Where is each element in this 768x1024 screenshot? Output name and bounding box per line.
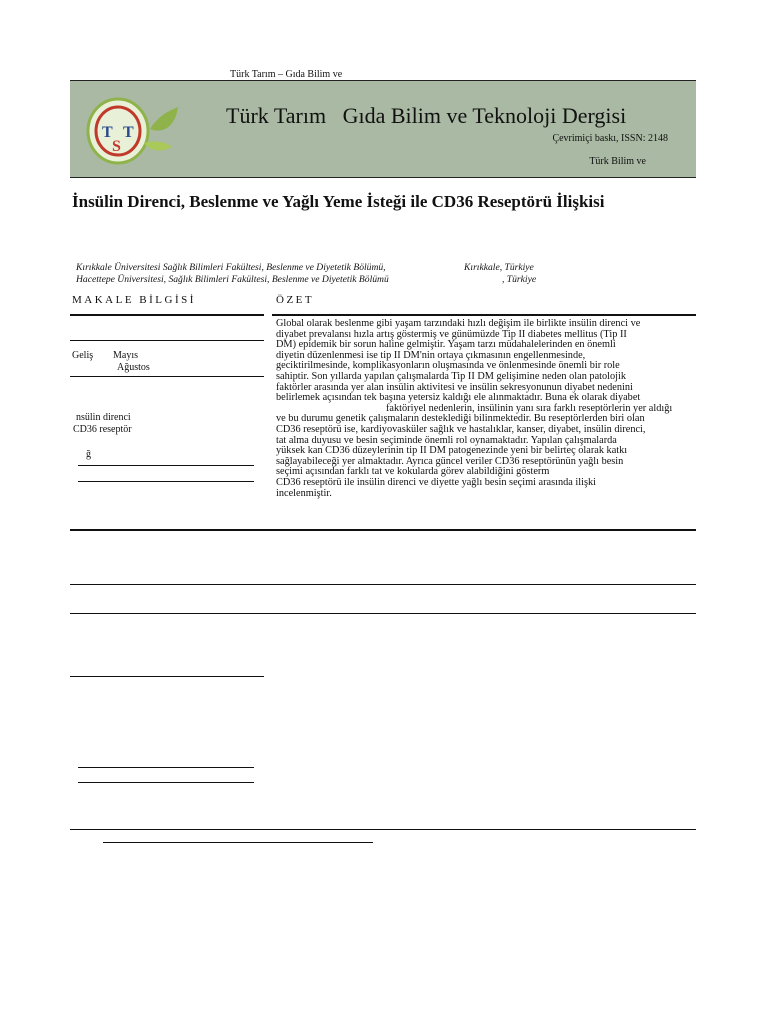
abstract-line: CD36 reseptörü ile insülin direnci ve diyette yağlı besin seçimi arasında ilişki — [276, 476, 596, 488]
abstract-line: tat alma duyusu ve besin seçiminde önemli rol oynamaktadır. Yapılan çalışmalarda — [276, 434, 617, 446]
affiliation-1-place: Kırıkkale, Türkiye — [464, 262, 534, 273]
abstract-line: sağlayabileceği yer almaktadır. Ayrıca güncel veriler CD36 reseptörünün yağlı besin — [276, 455, 624, 467]
divider — [70, 613, 696, 614]
abstract-line: belirlemek açısından tek başına yetersiz kaldığı ele alınmaktadır. Buna ek olarak diyabet — [276, 392, 641, 404]
divider — [272, 314, 696, 316]
journal-logo-icon — [78, 93, 178, 169]
abstract-line: faktörler arasında yer alan insülin aktivitesi ve insülin sekresyonunun diyabet nedenini — [276, 381, 633, 393]
keyword-2: CD36 reseptör — [73, 424, 132, 435]
divider — [70, 376, 264, 377]
article-title: İnsülin Direnci, Beslenme ve Yağlı Yeme İsteği ile CD36 Reseptörü İlişkisi — [72, 192, 605, 211]
abstract-line: diyabet prevalansı hızla artış göstermiş ve günümüzde Tip II diabetes mellitus (Tip II — [276, 328, 627, 340]
accepted-month: Ağustos — [117, 362, 150, 373]
abstract-line: sahiptir. Son yıllarda yapılan çalışmalarda Tip II DM gelişimine neden olan patolojik — [276, 370, 627, 382]
divider — [70, 340, 264, 341]
logo-letter-t2: T — [123, 124, 134, 141]
divider — [70, 676, 264, 677]
received-month: Mayıs — [113, 350, 138, 361]
divider — [78, 465, 254, 466]
abstract-text — [276, 319, 694, 499]
received-label: Geliş — [72, 350, 94, 361]
divider — [70, 529, 696, 531]
journal-banner — [70, 80, 696, 178]
divider — [103, 842, 373, 843]
abstract-line: faktöriyel nedenlerin, insülinin yanı sıra farklı reseptörlerin yer aldığı — [386, 402, 673, 414]
abstract-line: CD36 reseptörü ise, kardiyovasküler sağlık ve hastalıklar, kanser, diyabet, insülin direnci, — [276, 423, 646, 435]
divider — [78, 782, 254, 783]
affiliation-1: Kırıkkale Üniversitesi Sağlık Bilimleri Fakültesi, Beslenme ve Diyetetik Bölümü, — [76, 262, 386, 273]
abstract-line: geciktirilmesinde, komplikasyonların oluşmasında ve önlenmesinde önemli bir role — [276, 360, 620, 372]
affiliation-2: Hacettepe Üniversitesi, Sağlık Bilimleri Fakültesi, Beslenme ve Diyetetik Bölümü — [76, 274, 389, 285]
abstract-heading: ÖZET — [276, 294, 315, 306]
running-title: Türk Tarım – Gıda Bilim ve — [230, 69, 343, 80]
divider — [78, 767, 254, 768]
article-info-heading: MAKALE BİLGİSİ — [72, 294, 196, 306]
abstract-line: Global olarak beslenme gibi yaşam tarzındaki hızlı değişim ile birlikte insülin direnci ve — [276, 318, 641, 329]
keyword-1: nsülin direnci — [76, 412, 131, 423]
logo-letter-s: S — [112, 138, 121, 155]
abstract-line: seçimi açısından farklı tat ve kokularda görev alabildiğini gösterm — [276, 466, 550, 478]
journal-title: Türk Tarım Gıda Bilim ve Teknoloji Dergisi — [226, 103, 627, 128]
divider — [70, 584, 696, 585]
divider — [78, 481, 254, 482]
abstract-line: ve bu durumu genetik çalışmaların desteklediği bilinmektedir. Bu reseptörlerden biri olan — [276, 413, 645, 425]
abstract-line: incelenmiştir. — [276, 487, 332, 499]
society-name: Türk Bilim ve — [589, 156, 646, 167]
logo-letter-t1: T — [102, 124, 113, 141]
divider — [70, 314, 264, 316]
abstract-line: yüksek kan CD36 düzeylerinin tip II DM patogenezinde yeni bir belirteç olarak katkı — [276, 445, 628, 457]
issn: Çevrimiçi baskı, ISSN: 2148 — [552, 133, 668, 144]
keyword-misc: ğ — [86, 449, 91, 460]
affiliation-2-place: , Türkiye — [502, 274, 537, 285]
abstract-line: DM) epidemik bir sorun haline gelmiştir. Yaşam tarzı müdahalelerinden en önemli — [276, 339, 616, 351]
divider — [70, 829, 696, 830]
abstract-line: diyetin düzenlenmesi ise tip II DM'nin ortaya çıkmasının engellenmesinde, — [276, 349, 586, 361]
